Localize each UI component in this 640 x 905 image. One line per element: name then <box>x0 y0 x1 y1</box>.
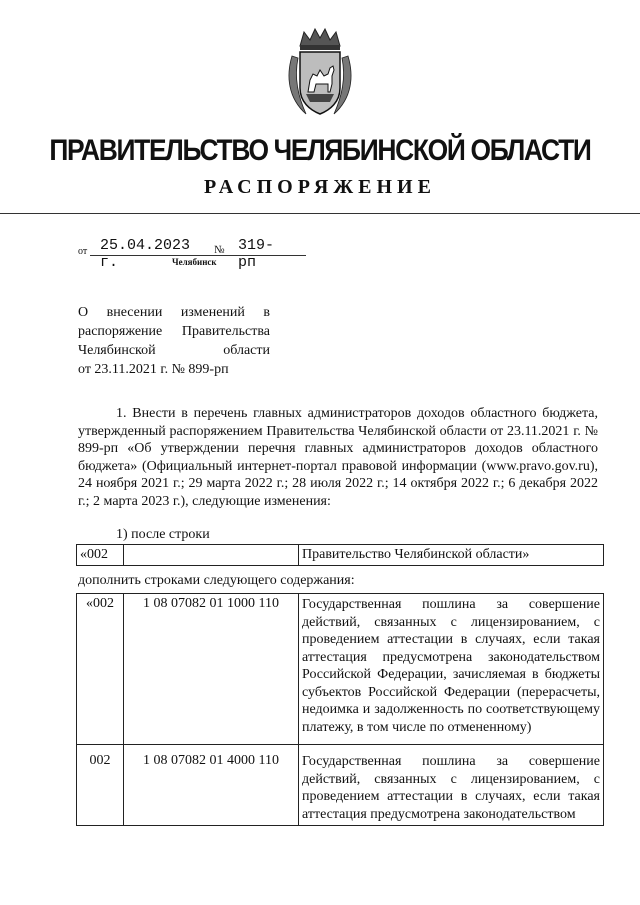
item-1: 1) после строки <box>116 527 210 542</box>
document-number: 319-рп <box>238 237 275 271</box>
from-label: от <box>78 246 88 257</box>
subject-line: распоряжение Правительства <box>78 324 270 339</box>
table-cell-code: «002 <box>77 594 124 745</box>
table-cell-code: 002 <box>77 745 124 826</box>
table-row <box>77 545 604 566</box>
table-row <box>77 594 604 745</box>
table-added-rows <box>76 593 604 826</box>
number-label: № <box>214 244 225 256</box>
table-after-row <box>76 544 604 566</box>
subject-line: от 23.11.2021 г. № 899-рп <box>78 362 229 377</box>
subject-line: Челябинской области <box>78 343 270 358</box>
document-type: РАСПОРЯЖЕНИЕ <box>204 176 436 198</box>
table-cell-name: Государственная пошлина за совершение действий, связанных с лицензированием, с проведением аттестации в случаях, если такая аттестация предусмотрена законодательством Российской Федерации, зачисляемая в бюджеты субъектов Российской Федерации (перерасчеты, недоимка и задолженность по соответствующему платежу, в том числе по отмененному) <box>299 594 604 745</box>
table-cell-kbk <box>124 545 299 566</box>
table-cell-kbk: 1 08 07082 01 1000 110 <box>124 594 299 745</box>
add-rows-instruction: дополнить строками следующего содержания: <box>78 573 355 588</box>
document-date: 25.04.2023 г. <box>100 237 191 271</box>
table-cell-code: «002 <box>77 545 124 566</box>
chelyabinsk-coat-of-arms-icon <box>286 26 354 120</box>
subject-line: О внесении изменений в <box>78 305 270 320</box>
table-cell-name: Правительство Челябинской области» <box>299 545 604 566</box>
table-row <box>77 745 604 826</box>
header-divider <box>0 213 640 214</box>
document-subject <box>78 303 270 379</box>
table-cell-name: Государственная пошлина за совершение действий, связанных с лицензированием, с проведением аттестации в случаях, если такая аттестация предусмотрена законодательством <box>299 745 604 826</box>
table-cell-kbk: 1 08 07082 01 4000 110 <box>124 745 299 826</box>
government-title: ПРАВИТЕЛЬСТВО ЧЕЛЯБИНСКОЙ ОБЛАСТИ <box>49 134 591 167</box>
city: Челябинск <box>172 257 217 267</box>
paragraph-1: 1. Внести в перечень главных администраторов доходов областного бюджета, утвержденный распоряжением Правительства Челябинской области от 23.11.2021 г. № 899-рп «Об утверждении перечня главных администраторов доходов областного бюджета» (Официальный интернет-портал правовой информации (www.pravo.gov.ru), 24 ноября 2021 г.; 29 марта 2022 г.; 28 июля 2022 г.; 14 октября 2022 г.; 6 декабря 2022 г.; 2 марта 2023 г.), следующие изменения: <box>78 406 598 509</box>
